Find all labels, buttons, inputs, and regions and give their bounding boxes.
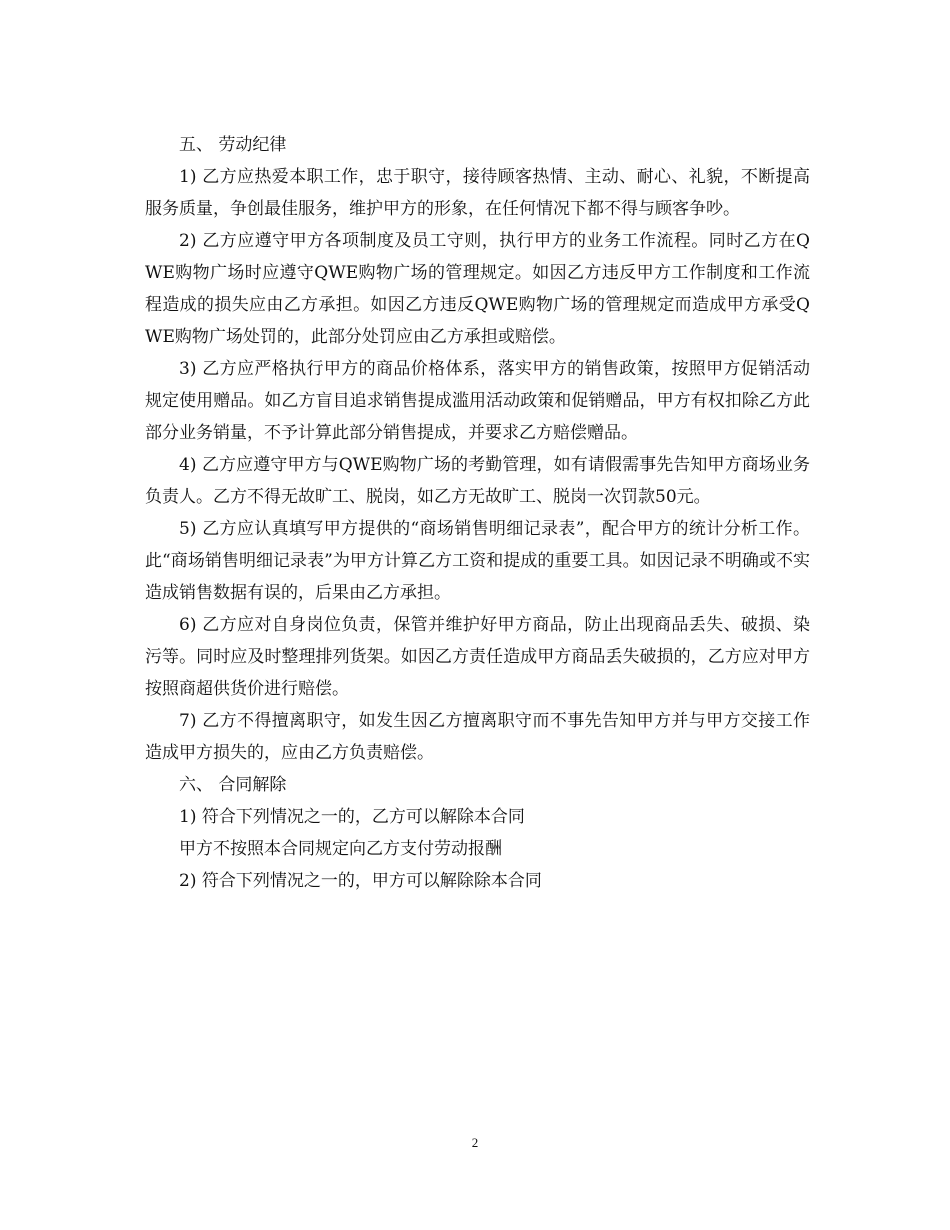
clause-paragraph: 2) 符合下列情况之一的，甲方可以解除除本合同: [179, 871, 542, 891]
clause-paragraph: 5) 乙方应认真填写甲方提供的“商场销售明细记录表”，配合甲方的统计分析工作。此“商场销售明细记录表”为甲方计算乙方工资和提成的重要工具。如因记录不明确或不实造成销售数据有误的，后果由乙方承担。: [145, 519, 810, 603]
clause-paragraph: 1) 乙方应热爱本职工作，忠于职守，接待顾客热情、主动、耐心、礼貌，不断提高服务质量，争创最佳服务，维护甲方的形象，在任何情况下都不得与顾客争吵。: [145, 167, 810, 219]
clause-paragraph: 3) 乙方应严格执行甲方的商品价格体系，落实甲方的销售政策，按照甲方促销活动规定使用赠品。如乙方盲目追求销售提成滥用活动政策和促销赠品，甲方有权扣除乙方此部分业务销量，不予计算此部分销售提成，并要求乙方赔偿赠品。: [145, 359, 810, 443]
clause-paragraph: 2) 乙方应遵守甲方各项制度及员工守则，执行甲方的业务工作流程。同时乙方在QWE购物广场时应遵守QWE购物广场的管理规定。如因乙方违反甲方工作制度和工作流程造成的损失应由乙方承担。如因乙方违反QWE购物广场的管理规定而造成甲方承受QWE购物广场处罚的，此部分处罚应由乙方承担或赔偿。: [145, 231, 810, 347]
page-number: 2: [471, 1135, 479, 1150]
document-body: [145, 129, 810, 897]
section-heading-labor-discipline: 五、 劳动纪律: [179, 135, 287, 155]
clause-paragraph: 4) 乙方应遵守甲方与QWE购物广场的考勤管理，如有请假需事先告知甲方商场业务负责人。乙方不得无故旷工、脱岗，如乙方无故旷工、脱岗一次罚款50元。: [145, 455, 810, 507]
clause-paragraph: 6) 乙方应对自身岗位负责，保管并维护好甲方商品，防止出现商品丢失、破损、染污等。同时应及时整理排列货架。如因乙方责任造成甲方商品丢失破损的，乙方应对甲方按照商超供货价进行赔偿。: [145, 615, 810, 699]
section-heading-contract-termination: 六、 合同解除: [179, 775, 287, 795]
clause-paragraph: 1) 符合下列情况之一的，乙方可以解除本合同: [179, 807, 525, 827]
clause-paragraph: 甲方不按照本合同规定向乙方支付劳动报酬: [179, 839, 502, 859]
clause-paragraph: 7) 乙方不得擅离职守，如发生因乙方擅离职守而不事先告知甲方并与甲方交接工作造成甲方损失的，应由乙方负责赔偿。: [145, 711, 810, 763]
